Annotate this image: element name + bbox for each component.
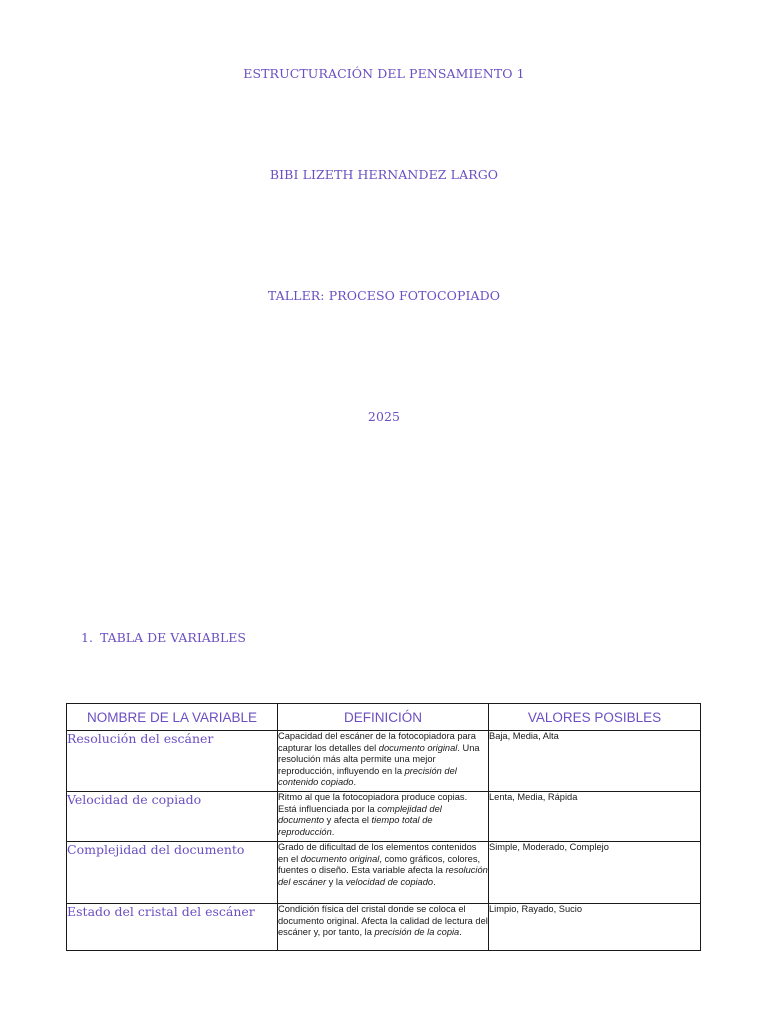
variable-name: Resolución del escáner [67, 731, 278, 792]
table-row [67, 792, 701, 842]
variable-values: Lenta, Media, Rápida [489, 792, 701, 842]
cover-workshop: TALLER: PROCESO FOTOCOPIADO [267, 288, 501, 303]
variable-name: Complejidad del documento [67, 842, 278, 904]
variable-definition: Ritmo al que la fotocopiadora produce copias. Está influenciada por la complejidad del documento y afecta el tiempo total de reproducción. [278, 792, 489, 842]
section-heading [81, 630, 246, 645]
variable-definition: Capacidad del escáner de la fotocopiadora para capturar los detalles del documento original. Una resolución más alta permite una mejor reproducción, influyendo en la precisión del contenido copiado. [278, 731, 489, 792]
header-possible-values: VALORES POSIBLES [489, 704, 701, 731]
variable-name: Velocidad de copiado [67, 792, 278, 842]
variable-name: Estado del cristal del escáner [67, 904, 278, 951]
variable-values: Baja, Media, Alta [489, 731, 701, 792]
cover-year: 2025 [367, 409, 401, 424]
variables-table [66, 703, 701, 951]
variable-values: Simple, Moderado, Complejo [489, 842, 701, 904]
table-header-row [67, 704, 701, 731]
section-title: TABLA DE VARIABLES [99, 630, 246, 645]
table-row [67, 904, 701, 951]
variable-definition: Condición física del cristal donde se coloca el documento original. Afecta la calidad de lectura del escáner y, por tanto, la precisión de la copia. [278, 904, 489, 951]
variable-values: Limpio, Rayado, Sucio [489, 904, 701, 951]
section-number: 1. [81, 630, 93, 645]
cover-title: ESTRUCTURACIÓN DEL PENSAMIENTO 1 [243, 66, 525, 81]
header-variable-name: NOMBRE DE LA VARIABLE [67, 704, 278, 731]
variable-definition: Grado de dificultad de los elementos contenidos en el documento original, como gráficos, colores, fuentes o diseño. Esta variable afecta la resolución del escáner y la velocidad de copiado. [278, 842, 489, 904]
table-row [67, 842, 701, 904]
cover-author: BIBI LIZETH HERNANDEZ LARGO [269, 167, 499, 182]
header-definition: DEFINICIÓN [278, 704, 489, 731]
table-row [67, 731, 701, 792]
